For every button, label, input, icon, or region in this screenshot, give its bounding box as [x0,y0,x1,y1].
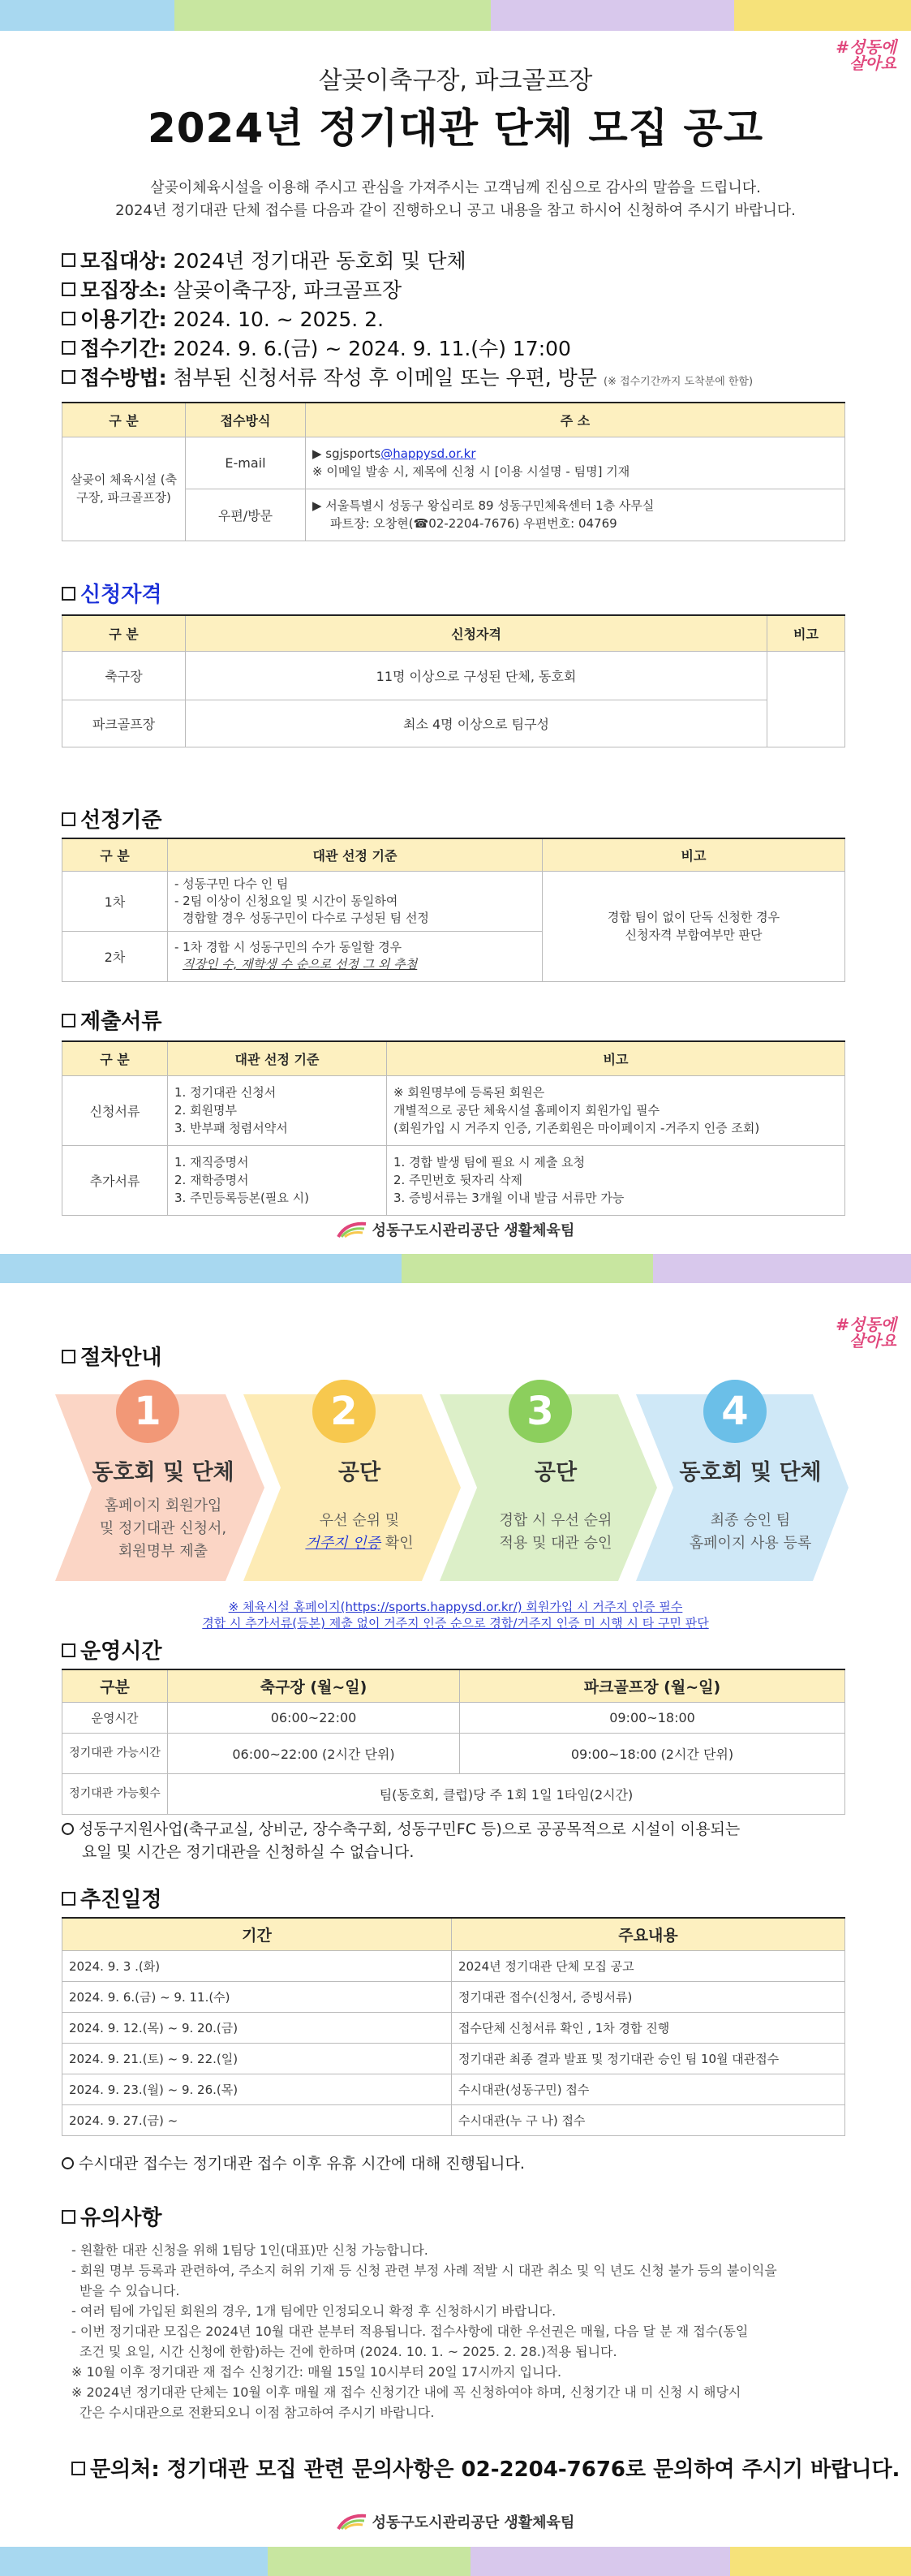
email-link[interactable]: @happysd.or.kr [380,446,476,461]
table-row: 2024. 9. 23.(월) ~ 9. 26.(목) 수시대관(성동구민) 접수 [62,2074,845,2104]
table-row: 2024. 9. 12.(목) ~ 9. 20.(금) 접수단체 신청서류 확인 , 1차 경합 진행 [62,2012,845,2043]
section-title-criteria: 선정기준 [62,803,161,834]
section-title-qualification: 신청자격 [62,578,161,608]
top-color-bar [0,0,911,31]
email-cell: ▶ sgjsports@happysd.or.kr ※ 이메일 발송 시, 제목에 신청 시 [이용 시설명 - 팀명] 기재 [306,437,845,489]
section-title-cautions: 유의사항 [62,2201,161,2231]
qualification-table: 구 분 신청자격 비고 축구장 11명 이상으로 구성된 단체, 동호회 파크골프장 최소 4명 이상으로 팀구성 [62,614,845,747]
footer-logo: 성동구도시관리공단 생활체육팀 [0,2511,911,2532]
footer-logo: 성동구도시관리공단 생활체육팀 [0,1219,911,1240]
cautions-list: - 원활한 대관 신청을 위해 1팀당 1인(대표)만 신청 가능합니다. - 회원 명부 등록과 관련하여, 주소지 허위 기재 등 신청 관련 부정 사례 적발 시 대관 취소 및 익 년도 신청 불가 등의 불이익을 받을 수 있습니다. - 여러 팀에 가입된 회원의 경우, 1개 팀에만 인정되오니 확정 후 신청하시기 바랍니다. - 이번 정기대관 모집은 2024년 10월 대관 분부터 적용됩니다. 접수사항에 대한 우선권은 매월, 다음 달 분 재 접수(동일 조건 및 요일, 시간 신청에 한함)하는 건에 한하며 (2024. 10. 1. ~ 2025. 2. 28.)적용 됩니다. ※ 10월 이후 정기대관 재 접수 신청기간: 매월 15일 10시부터 20일 17시까지 입니다. ※ 2024년 정기대관 단체는 10월 이후 매월 재 접수 신청기간 내에 꼭 신청하여야 하며, 신청기간 내 미 신청 시 해당시 간은 수시대관으로 전환되오니 이점 참고하여 주시기 바랍니다. [71,2242,777,2420]
table-row: 2024. 9. 27.(금) ~ 수시대관(누 구 나) 접수 [62,2104,845,2135]
procedure-step-2: 2 공단 우선 순위 및 거주지 인증 확인 [258,1380,477,1574]
info-place: 모집장소: 살곶이축구장, 파크골프장 [62,274,402,304]
documents-table: 구 분 대관 선정 기준 비고 신청서류 1. 정기대관 신청서 2. 회원명부 3. 반부패 청렴서약서 ※ 회원명부에 등록된 회원은 개별적으로 공단 체육시설 홈페이지 회원가입 필수 (회원가입 시 거주지 인증, 기존회원은 마이페이지 -거주지 인증 조회) 추가서류 1. 재직증명서 2. 재학증명서 3. 주민등록등본(필요 시) 1. 경합 발생 팀에 필요 시 제출 요청 2. 주민번호 뒷자리 삭제 3. 증빙서류는 3개월 이내 발급 서류만 가능 [62,1040,845,1216]
page-title: 2024년 정기대관 단체 모집 공고 [147,105,764,152]
checkbox-icon [62,341,75,355]
circle-bullet-icon [62,1823,74,1835]
info-method: 접수방법: 첨부된 신청서류 작성 후 이메일 또는 우편, 방문 (※ 접수기간까지 도착분에 한함) [62,362,753,391]
info-target: 모집대상: 2024년 정기대관 동호회 및 단체 [62,245,466,274]
procedure-step-3: 3 공단 경합 시 우선 순위 적용 및 대관 승인 [454,1380,673,1574]
slogan-logo: #성동에 살아요 [836,1315,896,1350]
section-title-hours: 운영시간 [62,1635,161,1665]
criteria-table: 구 분 대관 선정 기준 비고 1차 - 성동구민 다수 인 팀 - 2팀 이상이 신청요일 및 시간이 동일하여 경합할 경우 성동구민이 다수로 구성된 팀 선정 경합 팀이 없이 단독 신청한 경우 신청자격 부합여부만 판단 2차 - 1차 경합 시 성동구민의 수가 동일할 경우 직장인 수, 재학생 수 순으로 선정 그 외 추첨 [62,838,845,982]
circle-bullet-icon [62,2157,74,2169]
table-row: 2024. 9. 3 .(화) 2024년 정기대관 단체 모집 공고 [62,1950,845,1981]
info-period: 이용기간: 2024. 10. ~ 2025. 2. [62,304,384,333]
checkbox-icon [62,370,75,384]
checkbox-icon [62,282,75,296]
procedure-note: ※ 체육시설 홈페이지(https://sports.happysd.or.kr/) 회원가입 시 거주지 인증 필수 경합 시 추가서류(등본) 제출 없이 거주지 인증 순으로 경합/거주지 인증 미 시행 시 타 구민 판단 [202,1600,709,1630]
section-title-documents: 제출서류 [62,1005,161,1035]
bottom-color-bar [0,2547,911,2576]
intro-text: 살곶이체육시설을 이용해 주시고 관심을 가져주시는 고객님께 진심으로 감사의 말씀을 드립니다. 2024년 정기대관 단체 접수를 다음과 같이 진행하오니 공고 내용을 참고 하시어 신청하여 주시기 바랍니다. [115,179,796,219]
procedure-step-1: 1 동호회 및 단체 홈페이지 회원가입 및 정기대관 신청서, 회원명부 제출 [62,1380,281,1574]
page-subtitle: 살곶이축구장, 파크골프장 [318,67,593,95]
method-table: 구 분 접수방식 주 소 살곶이 체육시설 (축구장, 파크골프장) E-mail ▶ sgjsports@happysd.or.kr ※ 이메일 발송 시, 제목에 신청 시 [이용 시설명 - 팀명] 기재 우편/방문 ▶ 서울특별시 성동구 왕십리로 89 성동구민체육센터 1층 사무실 파트장: 오창현(☎02-2204-7676) 우편번호: 04769 [62,402,845,541]
procedure-step-4: 4 동호회 및 단체 최종 승인 팀 홈페이지 사용 등록 [649,1380,868,1574]
info-receipt-period: 접수기간: 2024. 9. 6.(금) ~ 2024. 9. 11.(수) 17:00 [62,333,571,362]
middle-color-bar [0,1254,911,1283]
section-title-schedule: 추진일정 [62,1883,161,1913]
organization-logo-icon [337,2513,367,2531]
hours-bullet: 성동구지원사업(축구교실, 상비군, 장수축구회, 성동구민FC 등)으로 공공목적으로 시설이 이용되는 요일 및 시간은 정기대관을 신청하실 수 없습니다. [62,1818,740,1863]
section-title-procedure: 절차안내 [62,1341,161,1371]
table-row: 2024. 9. 21.(토) ~ 9. 22.(일) 정기대관 최종 결과 발표 및 정기대관 승인 팀 10월 대관접수 [62,2043,845,2074]
slogan-logo: #성동에 살아요 [836,37,896,73]
contact-line: 문의처: 정기대관 모집 관련 문의사항은 02-2204-7676로 문의하여 주시기 바랍니다. [71,2453,900,2483]
organization-logo-icon [337,1221,367,1238]
table-row: 2024. 9. 6.(금) ~ 9. 11.(수) 정기대관 접수(신청서, 증빙서류) [62,1981,845,2012]
schedule-bullet: 수시대관 접수는 정기대관 접수 이후 유휴 시간에 대해 진행됩니다. [62,2152,525,2175]
hours-table: 구분 축구장 (월~일) 파크골프장 (월~일) 운영시간 06:00~22:00 09:00~18:00 정기대관 가능시간 06:00~22:00 (2시간 단위) 09:00~18:00 (2시간 단위) 정기대관 가능횟수 팀(동호회, 클럽)당 주 1회 1일 1타임(2시간) [62,1669,845,1815]
checkbox-icon [62,253,75,267]
post-cell: ▶ 서울특별시 성동구 왕십리로 89 성동구민체육센터 1층 사무실 파트장: 오창현(☎02-2204-7676) 우편번호: 04769 [306,489,845,541]
checkbox-icon [62,312,75,325]
method-place: 살곶이 체육시설 (축구장, 파크골프장) [62,437,186,541]
schedule-table: 기간 주요내용 2024. 9. 3 .(화) 2024년 정기대관 단체 모집 공고 2024. 9. 6.(금) ~ 9. 11.(수) 정기대관 접수(신청서, 증빙서류) 2024. 9. 12.(목) ~ 9. 20.(금) 접수단체 신청서류 확인 , 1차 경합 진행 2024. 9. 21.(토) ~ 9. 22.(일) 정기대관 최종 결과 발표 및 정기대관 승인 팀 10월 대관접수 2024. 9. 23.(월) ~ 9. 26.(목) 수시대관(성동구민) 접수 2024. 9. 27.(금) ~ 수시대관(누 구 나) 접수 [62,1917,845,2136]
